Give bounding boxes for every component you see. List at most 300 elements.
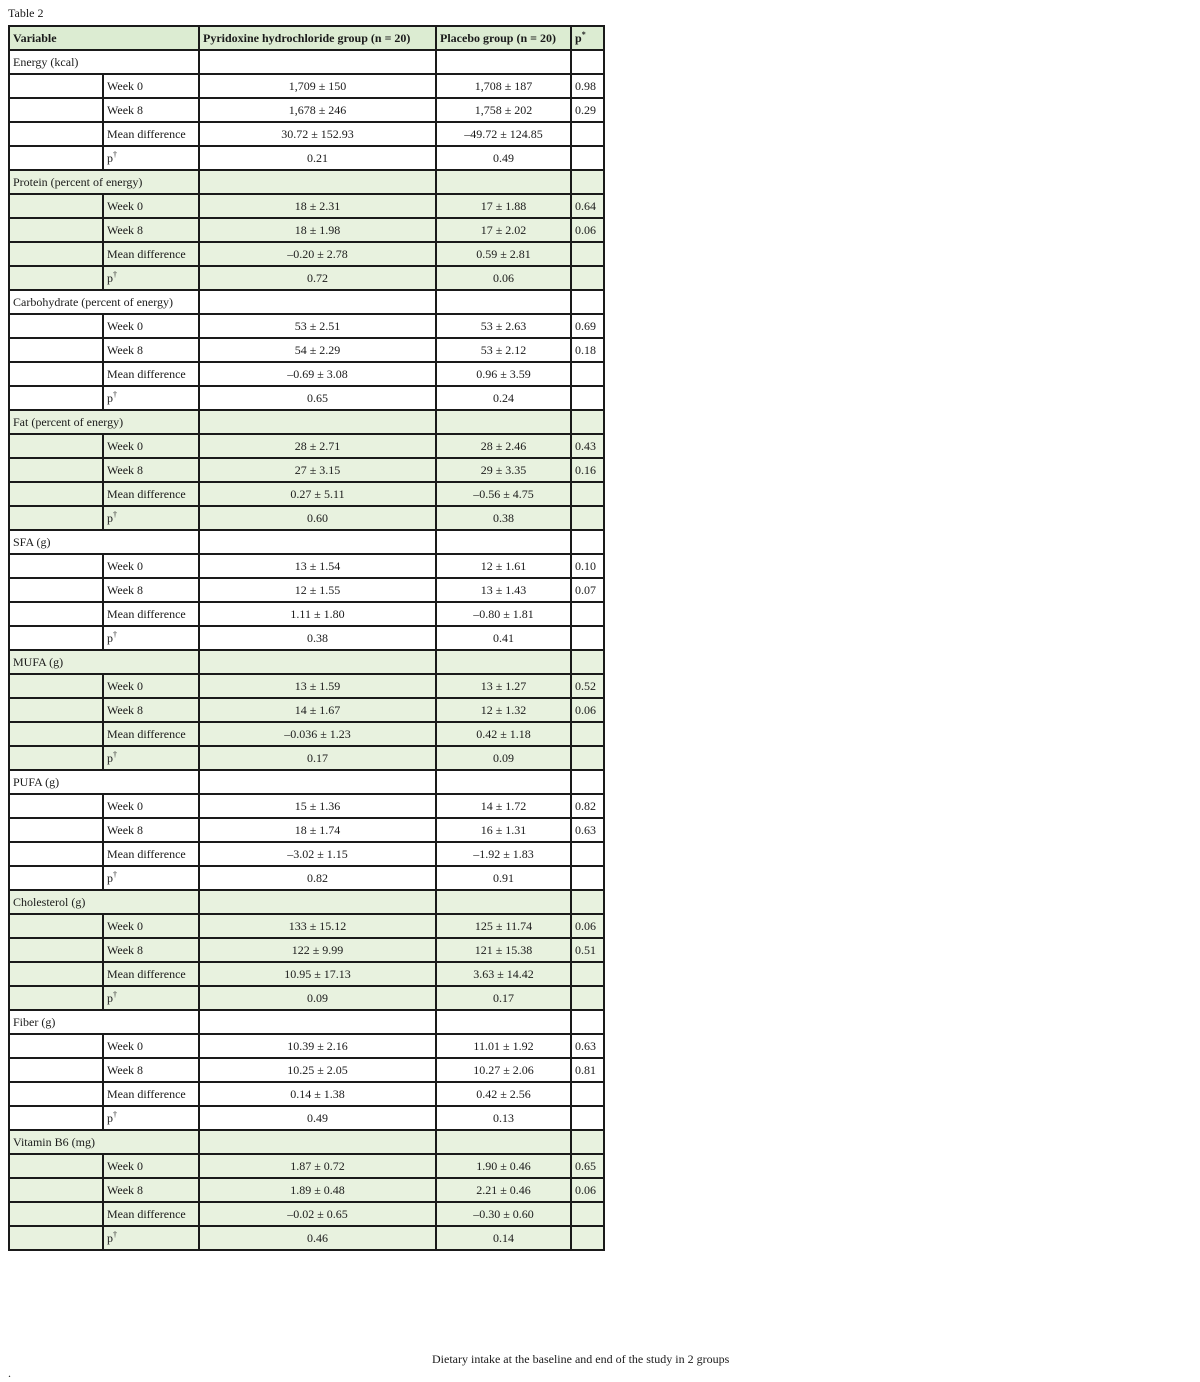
indent-cell — [9, 482, 103, 506]
indent-cell — [9, 938, 103, 962]
p-value: 0.69 — [571, 314, 604, 338]
placebo-value: –1.92 ± 1.83 — [436, 842, 571, 866]
dagger-mark: † — [113, 990, 117, 999]
p-value: 0.65 — [571, 1154, 604, 1178]
p-value: 0.98 — [571, 74, 604, 98]
indent-cell — [9, 1202, 103, 1226]
table-row — [9, 722, 604, 746]
table-row — [9, 698, 604, 722]
empty-cell — [436, 1010, 571, 1034]
row-label: Week 0 — [103, 434, 199, 458]
p-value: 0.43 — [571, 434, 604, 458]
table-row — [9, 194, 604, 218]
empty-cell — [571, 290, 604, 314]
empty-cell — [199, 650, 436, 674]
table-row — [9, 434, 604, 458]
row-label: Week 8 — [103, 1058, 199, 1082]
table-row — [9, 218, 604, 242]
pyridoxine-value: 0.09 — [199, 986, 436, 1010]
p-value: 0.52 — [571, 674, 604, 698]
row-label: Mean difference — [103, 602, 199, 626]
pyridoxine-value: 122 ± 9.99 — [199, 938, 436, 962]
section-title: Cholesterol (g) — [9, 890, 199, 914]
p-value: 0.18 — [571, 338, 604, 362]
indent-cell — [9, 626, 103, 650]
section-title: Vitamin B6 (mg) — [9, 1130, 199, 1154]
header-pyridoxine-group: Pyridoxine hydrochloride group (n = 20) — [199, 26, 436, 50]
dagger-mark: † — [113, 270, 117, 279]
empty-cell — [436, 50, 571, 74]
table-row — [9, 1226, 604, 1250]
pyridoxine-value: 18 ± 2.31 — [199, 194, 436, 218]
p-value — [571, 242, 604, 266]
placebo-value: 11.01 ± 1.92 — [436, 1034, 571, 1058]
section-header-row — [9, 770, 604, 794]
indent-cell — [9, 194, 103, 218]
p-value — [571, 866, 604, 890]
empty-cell — [571, 50, 604, 74]
header-placebo-group: Placebo group (n = 20) — [436, 26, 571, 50]
empty-cell — [436, 890, 571, 914]
table-row — [9, 1178, 604, 1202]
placebo-value: 0.17 — [436, 986, 571, 1010]
table-row — [9, 962, 604, 986]
pyridoxine-value: –3.02 ± 1.15 — [199, 842, 436, 866]
placebo-value: 0.38 — [436, 506, 571, 530]
indent-cell — [9, 1082, 103, 1106]
dagger-mark: † — [113, 1230, 117, 1239]
row-label: Mean difference — [103, 962, 199, 986]
dietary-intake-table — [8, 25, 605, 1251]
table-row — [9, 314, 604, 338]
row-label: Mean difference — [103, 362, 199, 386]
p-value: 0.06 — [571, 698, 604, 722]
placebo-value: 0.42 ± 2.56 — [436, 1082, 571, 1106]
empty-cell — [199, 890, 436, 914]
table-caption: Dietary intake at the baseline and end of the study in 2 groups — [432, 1352, 730, 1366]
row-label: Week 8 — [103, 98, 199, 122]
pyridoxine-value: 10.95 ± 17.13 — [199, 962, 436, 986]
placebo-value: 0.24 — [436, 386, 571, 410]
indent-cell — [9, 434, 103, 458]
placebo-value: 0.41 — [436, 626, 571, 650]
indent-cell — [9, 1178, 103, 1202]
pyridoxine-value: 28 ± 2.71 — [199, 434, 436, 458]
indent-cell — [9, 218, 103, 242]
placebo-value: 10.27 ± 2.06 — [436, 1058, 571, 1082]
pyridoxine-value: –0.20 ± 2.78 — [199, 242, 436, 266]
asterisk-mark: * — [581, 30, 586, 39]
table-row — [9, 746, 604, 770]
p-value: 0.63 — [571, 818, 604, 842]
pyridoxine-value: 1.11 ± 1.80 — [199, 602, 436, 626]
pyridoxine-value: 13 ± 1.54 — [199, 554, 436, 578]
placebo-value: 12 ± 1.32 — [436, 698, 571, 722]
placebo-value: 0.96 ± 3.59 — [436, 362, 571, 386]
empty-cell — [436, 1130, 571, 1154]
table-row — [9, 482, 604, 506]
placebo-value: 13 ± 1.27 — [436, 674, 571, 698]
p-value: 0.82 — [571, 794, 604, 818]
placebo-value: –49.72 ± 124.85 — [436, 122, 571, 146]
row-label: Week 8 — [103, 938, 199, 962]
placebo-value: 28 ± 2.46 — [436, 434, 571, 458]
indent-cell — [9, 722, 103, 746]
table-row — [9, 1106, 604, 1130]
row-label: Week 8 — [103, 1178, 199, 1202]
table-row — [9, 338, 604, 362]
pyridoxine-value: 10.25 ± 2.05 — [199, 1058, 436, 1082]
p-value: 0.07 — [571, 578, 604, 602]
row-label: p† — [103, 866, 199, 890]
p-value — [571, 986, 604, 1010]
placebo-value: 1,708 ± 187 — [436, 74, 571, 98]
section-title: MUFA (g) — [9, 650, 199, 674]
placebo-value: 0.13 — [436, 1106, 571, 1130]
empty-cell — [199, 770, 436, 794]
table-row — [9, 74, 604, 98]
table-row — [9, 458, 604, 482]
placebo-value: 17 ± 2.02 — [436, 218, 571, 242]
table-row — [9, 98, 604, 122]
pyridoxine-value: 1,709 ± 150 — [199, 74, 436, 98]
indent-cell — [9, 314, 103, 338]
empty-cell — [199, 1130, 436, 1154]
table-row — [9, 1202, 604, 1226]
dagger-mark: † — [113, 750, 117, 759]
section-header-row — [9, 50, 604, 74]
empty-cell — [436, 650, 571, 674]
indent-cell — [9, 962, 103, 986]
indent-cell — [9, 98, 103, 122]
pyridoxine-value: 13 ± 1.59 — [199, 674, 436, 698]
pyridoxine-value: –0.02 ± 0.65 — [199, 1202, 436, 1226]
placebo-value: –0.80 ± 1.81 — [436, 602, 571, 626]
row-label: Week 8 — [103, 338, 199, 362]
p-value — [571, 506, 604, 530]
pyridoxine-value: 53 ± 2.51 — [199, 314, 436, 338]
p-value: 0.29 — [571, 98, 604, 122]
p-value: 0.64 — [571, 194, 604, 218]
section-title: Energy (kcal) — [9, 50, 199, 74]
row-label: p† — [103, 506, 199, 530]
indent-cell — [9, 338, 103, 362]
row-label: Week 0 — [103, 674, 199, 698]
table-row — [9, 266, 604, 290]
empty-cell — [571, 890, 604, 914]
pyridoxine-value: 0.17 — [199, 746, 436, 770]
table-row — [9, 602, 604, 626]
table-row — [9, 506, 604, 530]
indent-cell — [9, 794, 103, 818]
indent-cell — [9, 122, 103, 146]
section-header-row — [9, 290, 604, 314]
indent-cell — [9, 146, 103, 170]
row-label: Week 8 — [103, 818, 199, 842]
table-row — [9, 122, 604, 146]
row-label: Week 0 — [103, 1034, 199, 1058]
empty-cell — [571, 410, 604, 434]
pyridoxine-value: –0.036 ± 1.23 — [199, 722, 436, 746]
empty-cell — [199, 1010, 436, 1034]
pyridoxine-value: 0.14 ± 1.38 — [199, 1082, 436, 1106]
section-header-row — [9, 530, 604, 554]
table-body — [9, 50, 604, 1250]
p-value — [571, 1202, 604, 1226]
pyridoxine-value: 18 ± 1.74 — [199, 818, 436, 842]
indent-cell — [9, 1106, 103, 1130]
empty-cell — [199, 530, 436, 554]
table-row — [9, 1154, 604, 1178]
pyridoxine-value: 12 ± 1.55 — [199, 578, 436, 602]
section-title: SFA (g) — [9, 530, 199, 554]
empty-cell — [571, 170, 604, 194]
table-row — [9, 986, 604, 1010]
pyridoxine-value: 0.82 — [199, 866, 436, 890]
indent-cell — [9, 1154, 103, 1178]
table-row — [9, 674, 604, 698]
row-label: Mean difference — [103, 1082, 199, 1106]
empty-cell — [571, 1010, 604, 1034]
placebo-value: 1.90 ± 0.46 — [436, 1154, 571, 1178]
section-header-row — [9, 650, 604, 674]
pyridoxine-value: 0.21 — [199, 146, 436, 170]
placebo-value: 125 ± 11.74 — [436, 914, 571, 938]
indent-cell — [9, 1226, 103, 1250]
indent-cell — [9, 746, 103, 770]
empty-cell — [199, 410, 436, 434]
table-row — [9, 842, 604, 866]
p-value: 0.06 — [571, 218, 604, 242]
pyridoxine-value: 0.27 ± 5.11 — [199, 482, 436, 506]
placebo-value: –0.56 ± 4.75 — [436, 482, 571, 506]
placebo-value: 2.21 ± 0.46 — [436, 1178, 571, 1202]
pyridoxine-value: 0.49 — [199, 1106, 436, 1130]
p-value — [571, 1226, 604, 1250]
row-label: Week 8 — [103, 458, 199, 482]
table-row — [9, 794, 604, 818]
section-title: Fat (percent of energy) — [9, 410, 199, 434]
section-title: Protein (percent of energy) — [9, 170, 199, 194]
footer-mark: . — [8, 1366, 11, 1380]
placebo-value: 1,758 ± 202 — [436, 98, 571, 122]
section-title: Fiber (g) — [9, 1010, 199, 1034]
dagger-mark: † — [113, 150, 117, 159]
header-p-value: p* — [571, 26, 604, 50]
empty-cell — [571, 650, 604, 674]
indent-cell — [9, 362, 103, 386]
section-header-row — [9, 170, 604, 194]
empty-cell — [199, 50, 436, 74]
pyridoxine-value: 0.65 — [199, 386, 436, 410]
dagger-mark: † — [113, 1110, 117, 1119]
pyridoxine-value: 14 ± 1.67 — [199, 698, 436, 722]
row-label: p† — [103, 1106, 199, 1130]
p-value — [571, 1082, 604, 1106]
table-row — [9, 1034, 604, 1058]
empty-cell — [199, 170, 436, 194]
p-value — [571, 626, 604, 650]
row-label: p† — [103, 986, 199, 1010]
empty-cell — [436, 290, 571, 314]
pyridoxine-value: 0.46 — [199, 1226, 436, 1250]
row-label: Week 0 — [103, 914, 199, 938]
p-value — [571, 602, 604, 626]
section-header-row — [9, 1130, 604, 1154]
pyridoxine-value: 18 ± 1.98 — [199, 218, 436, 242]
section-header-row — [9, 890, 604, 914]
placebo-value: –0.30 ± 0.60 — [436, 1202, 571, 1226]
placebo-value: 0.09 — [436, 746, 571, 770]
pyridoxine-value: 133 ± 15.12 — [199, 914, 436, 938]
placebo-value: 13 ± 1.43 — [436, 578, 571, 602]
header-variable: Variable — [9, 26, 199, 50]
pyridoxine-value: –0.69 ± 3.08 — [199, 362, 436, 386]
placebo-value: 0.06 — [436, 266, 571, 290]
indent-cell — [9, 74, 103, 98]
pyridoxine-value: 1.89 ± 0.48 — [199, 1178, 436, 1202]
row-label: Mean difference — [103, 122, 199, 146]
p-value: 0.06 — [571, 1178, 604, 1202]
p-value: 0.81 — [571, 1058, 604, 1082]
row-label: Mean difference — [103, 482, 199, 506]
pyridoxine-value: 30.72 ± 152.93 — [199, 122, 436, 146]
table-row — [9, 938, 604, 962]
row-label: Week 0 — [103, 794, 199, 818]
pyridoxine-value: 10.39 ± 2.16 — [199, 1034, 436, 1058]
p-value — [571, 146, 604, 170]
table-row — [9, 578, 604, 602]
indent-cell — [9, 554, 103, 578]
indent-cell — [9, 242, 103, 266]
pyridoxine-value: 27 ± 3.15 — [199, 458, 436, 482]
indent-cell — [9, 578, 103, 602]
placebo-value: 29 ± 3.35 — [436, 458, 571, 482]
indent-cell — [9, 986, 103, 1010]
p-value: 0.06 — [571, 914, 604, 938]
indent-cell — [9, 458, 103, 482]
empty-cell — [571, 530, 604, 554]
p-value: 0.63 — [571, 1034, 604, 1058]
section-header-row — [9, 410, 604, 434]
p-value — [571, 746, 604, 770]
table-row — [9, 626, 604, 650]
table-row — [9, 914, 604, 938]
pyridoxine-value: 0.38 — [199, 626, 436, 650]
table-row — [9, 242, 604, 266]
p-value — [571, 1106, 604, 1130]
row-label: p† — [103, 386, 199, 410]
placebo-value: 53 ± 2.63 — [436, 314, 571, 338]
p-value — [571, 482, 604, 506]
pyridoxine-value: 54 ± 2.29 — [199, 338, 436, 362]
placebo-value: 16 ± 1.31 — [436, 818, 571, 842]
table-row — [9, 818, 604, 842]
section-header-row — [9, 1010, 604, 1034]
section-title: PUFA (g) — [9, 770, 199, 794]
row-label: Mean difference — [103, 242, 199, 266]
row-label: Mean difference — [103, 842, 199, 866]
row-label: p† — [103, 146, 199, 170]
row-label: Week 0 — [103, 194, 199, 218]
p-value — [571, 962, 604, 986]
dagger-mark: † — [113, 510, 117, 519]
placebo-value: 17 ± 1.88 — [436, 194, 571, 218]
placebo-value: 121 ± 15.38 — [436, 938, 571, 962]
table-row — [9, 866, 604, 890]
p-value — [571, 122, 604, 146]
placebo-value: 0.91 — [436, 866, 571, 890]
row-label: Week 8 — [103, 698, 199, 722]
empty-cell — [436, 170, 571, 194]
dagger-mark: † — [113, 390, 117, 399]
row-label: Week 8 — [103, 578, 199, 602]
p-value — [571, 266, 604, 290]
row-label: Week 0 — [103, 314, 199, 338]
row-label: Week 0 — [103, 554, 199, 578]
row-label: Mean difference — [103, 722, 199, 746]
row-label: p† — [103, 266, 199, 290]
placebo-value: 0.49 — [436, 146, 571, 170]
section-title: Carbohydrate (percent of energy) — [9, 290, 199, 314]
table-label: Table 2 — [8, 6, 44, 20]
p-value — [571, 842, 604, 866]
table-row — [9, 146, 604, 170]
row-label: p† — [103, 746, 199, 770]
placebo-value: 14 ± 1.72 — [436, 794, 571, 818]
row-label: Week 0 — [103, 1154, 199, 1178]
pyridoxine-value: 1.87 ± 0.72 — [199, 1154, 436, 1178]
empty-cell — [199, 290, 436, 314]
indent-cell — [9, 866, 103, 890]
row-label: Week 0 — [103, 74, 199, 98]
empty-cell — [436, 530, 571, 554]
p-value — [571, 722, 604, 746]
indent-cell — [9, 266, 103, 290]
pyridoxine-value: 1,678 ± 246 — [199, 98, 436, 122]
pyridoxine-value: 0.72 — [199, 266, 436, 290]
row-label: Week 8 — [103, 218, 199, 242]
p-value — [571, 362, 604, 386]
table-row — [9, 386, 604, 410]
indent-cell — [9, 1058, 103, 1082]
table-row — [9, 554, 604, 578]
table-row — [9, 1082, 604, 1106]
table-row — [9, 1058, 604, 1082]
placebo-value: 0.42 ± 1.18 — [436, 722, 571, 746]
empty-cell — [436, 770, 571, 794]
row-label: p† — [103, 1226, 199, 1250]
indent-cell — [9, 842, 103, 866]
indent-cell — [9, 602, 103, 626]
indent-cell — [9, 1034, 103, 1058]
p-value: 0.16 — [571, 458, 604, 482]
empty-cell — [571, 1130, 604, 1154]
table-row — [9, 362, 604, 386]
placebo-value: 12 ± 1.61 — [436, 554, 571, 578]
indent-cell — [9, 914, 103, 938]
pyridoxine-value: 0.60 — [199, 506, 436, 530]
placebo-value: 0.59 ± 2.81 — [436, 242, 571, 266]
placebo-value: 0.14 — [436, 1226, 571, 1250]
indent-cell — [9, 386, 103, 410]
indent-cell — [9, 506, 103, 530]
pyridoxine-value: 15 ± 1.36 — [199, 794, 436, 818]
indent-cell — [9, 698, 103, 722]
empty-cell — [571, 770, 604, 794]
dagger-mark: † — [113, 630, 117, 639]
p-value: 0.51 — [571, 938, 604, 962]
